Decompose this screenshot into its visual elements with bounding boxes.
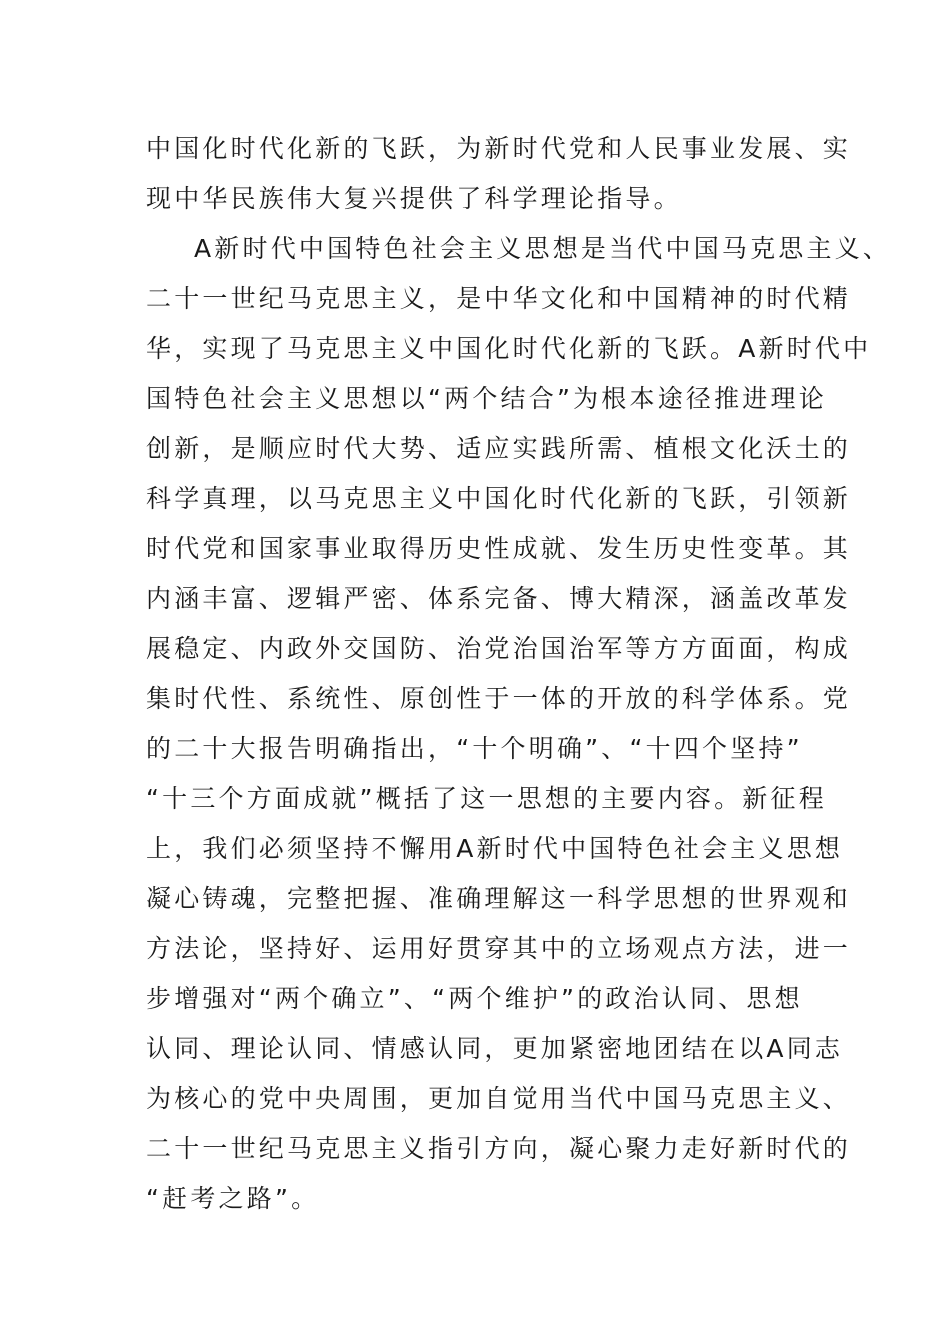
paragraph-line: 二十一世纪马克思主义指引方向，凝心聚力走好新时代的 bbox=[146, 1134, 852, 1163]
paragraph-line: 华，实现了马克思主义中国化时代化新的飞跃。A新时代中 bbox=[146, 334, 872, 363]
paragraph-line: 凝心铸魂，完整把握、准确理解这一科学思想的世界观和 bbox=[146, 884, 852, 913]
paragraph-line: 科学真理，以马克思主义中国化时代化新的飞跃，引领新 bbox=[146, 484, 852, 513]
paragraph-line: 方法论，坚持好、运用好贯穿其中的立场观点方法，进一 bbox=[146, 934, 852, 963]
paragraph-line: 上，我们必须坚持不懈用A新时代中国特色社会主义思想 bbox=[146, 834, 844, 863]
paragraph-line: 为核心的党中央周围，更加自觉用当代中国马克思主义、 bbox=[146, 1084, 852, 1113]
paragraph-line: 集时代性、系统性、原创性于一体的开放的科学体系。党 bbox=[146, 684, 852, 713]
paragraph-2 bbox=[146, 224, 892, 1224]
paragraph-line: 展稳定、内政外交国防、治党治国治军等方方面面，构成 bbox=[146, 634, 852, 663]
paragraph-line: 中国化时代化新的飞跃，为新时代党和人民事业发展、实 bbox=[146, 134, 852, 163]
paragraph-line: 内涵丰富、逻辑严密、体系完备、博大精深，涵盖改革发 bbox=[146, 584, 852, 613]
paragraph-line: 二十一世纪马克思主义，是中华文化和中国精神的时代精 bbox=[146, 284, 852, 313]
paragraph-line: “十三个方面成就”概括了这一思想的主要内容。新征程 bbox=[146, 784, 827, 813]
paragraph-line: 步增强对“两个确立”、“两个维护”的政治认同、思想 bbox=[146, 984, 803, 1013]
document-body bbox=[146, 124, 892, 1224]
paragraph-1 bbox=[146, 124, 852, 224]
paragraph-line: 创新，是顺应时代大势、适应实践所需、植根文化沃土的 bbox=[146, 434, 852, 463]
paragraph-line: 时代党和国家事业取得历史性成就、发生历史性变革。其 bbox=[146, 534, 852, 563]
paragraph-line: 的二十大报告明确指出，“十个明确”、“十四个坚持” bbox=[146, 734, 803, 763]
paragraph-line: 现中华民族伟大复兴提供了科学理论指导。 bbox=[146, 184, 682, 213]
paragraph-line: 认同、理论认同、情感认同，更加紧密地团结在以A同志 bbox=[146, 1034, 844, 1063]
paragraph-first-line: A新时代中国特色社会主义思想是当代中国马克思主义、 bbox=[194, 234, 892, 263]
paragraph-line: “赶考之路”。 bbox=[146, 1184, 320, 1213]
paragraph-line: 国特色社会主义思想以“两个结合”为根本途径推进理论 bbox=[146, 384, 827, 413]
